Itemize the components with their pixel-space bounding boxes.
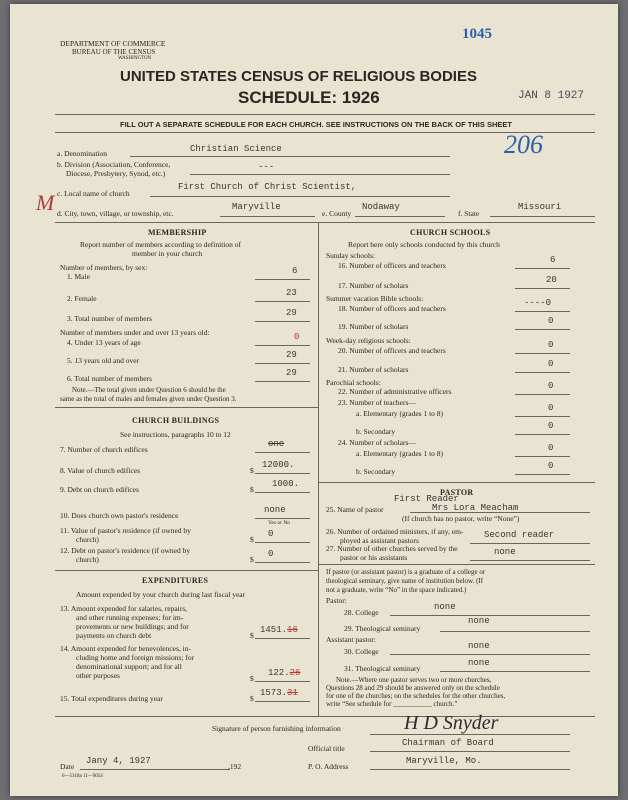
answer-line xyxy=(80,769,230,770)
q22-label: 22. Number of administrative officers xyxy=(338,387,452,396)
q18-label: 18. Number of officers and teachers xyxy=(338,304,446,313)
church-edifices-value: one xyxy=(268,439,285,449)
handwritten-code: 206 xyxy=(504,130,543,159)
q25-hint: (If church has no pastor, write “None”) xyxy=(402,514,520,523)
answer-line xyxy=(515,394,570,395)
answer-line xyxy=(515,311,570,312)
dollar-sign: $ xyxy=(250,535,254,544)
male-value: 6 xyxy=(292,266,298,276)
section-divider xyxy=(55,716,595,717)
city-label-field: d. City, town, village, or township, etc. xyxy=(57,209,174,218)
signature: H D Snyder xyxy=(404,712,499,734)
date-suffix: ,192 xyxy=(228,762,242,771)
answer-line xyxy=(515,353,570,354)
age-members-label: Number of members under and over 13 years old: xyxy=(60,328,210,337)
county-label: e. County xyxy=(322,209,352,218)
q31-value: none xyxy=(468,658,490,668)
dept-label: DEPARTMENT OF COMMERCE xyxy=(60,39,166,48)
members-by-sex-label: Number of members, by sex: xyxy=(60,263,148,272)
form-code: 6—5318a 11—9054 xyxy=(62,774,103,779)
local-name-label: c. Local name of church xyxy=(57,189,130,198)
q13-line-4: payments on church debt xyxy=(76,631,152,640)
answer-line xyxy=(440,631,590,632)
state-value: Missouri xyxy=(518,202,562,212)
over-13-value: 29 xyxy=(286,350,297,360)
q13-line-2: and other running expenses; for im- xyxy=(76,613,184,622)
q27-line-2: pastor or his assistants xyxy=(340,553,408,562)
q17-label: 17. Number of scholars xyxy=(338,281,409,290)
denomination-value: Christian Science xyxy=(190,144,282,154)
date-value: Jany 4, 1927 xyxy=(86,756,151,766)
answer-line xyxy=(515,434,570,435)
total-members-2-value: 29 xyxy=(286,368,297,378)
official-title-value: Chairman of Board xyxy=(402,738,494,748)
division-label-2: Diocese, Presbytery, Synod, etc.) xyxy=(66,169,166,178)
answer-line xyxy=(255,363,310,364)
answer-line xyxy=(255,473,310,474)
q24-label: 24. Number of scholars— xyxy=(338,438,416,447)
denomination-label: a. Denomination xyxy=(57,149,107,158)
owns-residence-label: 10. Does church own pastor's residence xyxy=(60,511,179,520)
q13-value: 1451.16 xyxy=(260,625,298,635)
form-title: UNITED STATES CENSUS OF RELIGIOUS BODIES xyxy=(120,68,477,85)
pastor-note-3: for one of the churches; on the schedules for the other churches, xyxy=(326,692,506,700)
assistant-pastor-sublabel: Assistant pastor: xyxy=(326,635,376,644)
q13-line-1: 13. Amount expended for salaries, repairs, xyxy=(60,604,188,613)
division-value: --- xyxy=(258,162,275,172)
edifice-value-label: 8. Value of church edifices xyxy=(60,466,141,475)
buildings-title: CHURCH BUILDINGS xyxy=(132,416,220,425)
q24b-value: 0 xyxy=(548,461,554,471)
schedule-number: 1045 xyxy=(462,26,492,42)
residence-debt-label-1: 12. Debt on pastor's residence (if owned by xyxy=(60,546,191,555)
summer-schools-label: Summer vacation Bible schools: xyxy=(326,294,424,303)
answer-line xyxy=(255,321,310,322)
divider xyxy=(55,114,595,115)
answer-line xyxy=(255,638,310,639)
state-label: f. State xyxy=(458,209,480,218)
q23a-value: 0 xyxy=(548,403,554,413)
q19-value: 0 xyxy=(548,316,554,326)
owns-residence-value: none xyxy=(264,505,286,515)
field-line xyxy=(490,216,595,217)
q29-value: none xyxy=(468,616,490,626)
pastor-intro-1: If pastor (or assistant pastor) is a graduate of a college or xyxy=(326,568,486,576)
dollar-sign: $ xyxy=(250,674,254,683)
q31-label: 31. Theological seminary xyxy=(344,664,421,673)
dollar-sign: $ xyxy=(250,466,254,475)
schools-subtitle: Report here only schools conducted by this church xyxy=(348,240,500,249)
q21-value: 0 xyxy=(548,359,554,369)
female-value: 23 xyxy=(286,288,297,298)
answer-line xyxy=(255,381,310,382)
official-title-label: Official title xyxy=(308,744,345,753)
answer-line xyxy=(255,518,310,519)
q23b-label: b. Secondary xyxy=(356,427,396,436)
field-line xyxy=(130,156,450,157)
answer-line xyxy=(515,416,570,417)
answer-line xyxy=(390,615,590,616)
pastor-intro-3: not a graduate, write “No” in the space indicated.) xyxy=(326,586,467,594)
residence-debt-value: 0 xyxy=(268,549,274,559)
answer-line xyxy=(255,492,310,493)
dollar-sign: $ xyxy=(250,485,254,494)
expenditures-subtitle: Amount expended by your church during last fiscal year xyxy=(76,590,246,599)
answer-line xyxy=(515,456,570,457)
q23a-label: a. Elementary (grades 1 to 8) xyxy=(356,409,444,418)
membership-intro-2: member in your church xyxy=(132,249,203,258)
dollar-sign: $ xyxy=(250,555,254,564)
q17-value: 20 xyxy=(546,275,557,285)
q21-label: 21. Number of scholars xyxy=(338,365,409,374)
q14-line-2: cluding home and foreign missions; for xyxy=(76,653,195,662)
q16-value: 6 xyxy=(550,255,556,265)
q18-value: ----0 xyxy=(524,298,552,308)
q24a-label: a. Elementary (grades 1 to 8) xyxy=(356,449,444,458)
q23b-value: 0 xyxy=(548,421,554,431)
answer-line xyxy=(255,279,310,280)
q29-label: 29. Theological seminary xyxy=(344,624,421,633)
answer-line xyxy=(515,474,570,475)
schools-title: CHURCH SCHOOLS xyxy=(410,228,491,237)
answer-line xyxy=(515,288,570,289)
q23-label: 23. Number of teachers— xyxy=(338,398,416,407)
city-value: Maryville xyxy=(232,202,281,212)
section-divider xyxy=(55,407,318,408)
q14-line-1: 14. Amount expended for benevolences, in- xyxy=(60,644,192,653)
residence-value: 0 xyxy=(268,529,274,539)
section-divider xyxy=(55,222,595,223)
total-members-2-label: 6. Total number of members xyxy=(67,374,152,383)
answer-line xyxy=(390,654,590,655)
q20-value: 0 xyxy=(548,340,554,350)
city-label: WASHINGTON xyxy=(118,56,152,61)
under-13-label: 4. Under 13 years of age xyxy=(67,338,141,347)
q27-line-1: 27. Number of other churches served by the xyxy=(326,544,458,553)
over-13-label: 5. 13 years old and over xyxy=(67,356,140,365)
column-divider xyxy=(318,222,319,716)
schedule-heading: SCHEDULE: 1926 xyxy=(238,88,380,107)
weekday-schools-label: Week-day religious schools: xyxy=(326,336,411,345)
q27-value: none xyxy=(494,547,516,557)
sunday-schools-label: Sunday schools: xyxy=(326,251,375,260)
q26-line-1: 26. Number of ordained ministers, if any, em- xyxy=(326,527,464,536)
q24b-label: b. Secondary xyxy=(356,467,396,476)
pastor-title: PASTOR xyxy=(440,488,474,497)
pastor-intro-2: theological seminary, give name of institution below. (If xyxy=(326,577,484,585)
residence-debt-label-2: church) xyxy=(76,555,99,564)
received-date-stamp: JAN 8 1927 xyxy=(518,90,585,102)
field-line xyxy=(190,174,450,175)
local-name-value: First Church of Christ Scientist, xyxy=(178,182,357,192)
answer-line xyxy=(370,769,570,770)
q24a-value: 0 xyxy=(548,443,554,453)
answer-line xyxy=(255,345,310,346)
membership-note-1: Note.—The total given under Question 6 should be the xyxy=(72,386,226,394)
residence-value-label-1: 11. Value of pastor's residence (if owned by xyxy=(60,526,191,535)
answer-line xyxy=(515,372,570,373)
census-schedule-sheet xyxy=(10,4,618,796)
answer-line xyxy=(440,671,590,672)
date-label: Date xyxy=(60,762,75,771)
expenditures-title: EXPENDITURES xyxy=(142,576,209,585)
field-line xyxy=(355,216,445,217)
q28-value: none xyxy=(434,602,456,612)
q14-line-4: other purposes xyxy=(76,671,120,680)
answer-line xyxy=(255,701,310,702)
edifice-value: 12000. xyxy=(262,460,295,470)
membership-title: MEMBERSHIP xyxy=(148,228,207,237)
dollar-sign: $ xyxy=(250,631,254,640)
signature-line xyxy=(370,734,570,735)
field-line xyxy=(220,216,315,217)
q14-line-3: denominational support; and for all xyxy=(76,662,182,671)
parochial-label: Parochial schools: xyxy=(326,378,381,387)
division-label-1: b. Division (Association, Conference, xyxy=(57,160,171,169)
field-line xyxy=(150,196,450,197)
total-members-label: 3. Total number of members xyxy=(67,314,152,323)
q30-value: none xyxy=(468,641,490,651)
section-divider xyxy=(318,482,595,483)
q19-label: 19. Number of scholars xyxy=(338,322,409,331)
q26-value: Second reader xyxy=(484,530,555,540)
answer-line xyxy=(410,512,590,513)
pastor-name-annotation: First Reader xyxy=(394,494,459,504)
answer-line xyxy=(470,560,590,561)
instruction-line: FILL OUT A SEPARATE SCHEDULE FOR EACH CHURCH. SEE INSTRUCTIONS ON THE BACK OF THIS SHEET xyxy=(120,120,512,129)
q26-line-2: ployed as assistant pastors xyxy=(340,536,419,545)
q25-label: 25. Name of pastor xyxy=(326,505,384,514)
membership-note-2: same as the total of males and females given under Question 3. xyxy=(60,395,237,403)
answer-line xyxy=(255,301,310,302)
section-divider xyxy=(318,564,595,565)
po-address-value: Maryville, Mo. xyxy=(406,756,482,766)
membership-intro-1: Report number of members according to definition of xyxy=(80,240,241,249)
margin-mark: M xyxy=(36,190,55,215)
female-label: 2. Female xyxy=(67,294,97,303)
edifice-debt-label: 9. Debt on church edifices xyxy=(60,485,139,494)
pastor-name-value: Mrs Lora Meacham xyxy=(432,503,519,513)
total-members-value: 29 xyxy=(286,308,297,318)
answer-line xyxy=(470,543,590,544)
q16-label: 16. Number of officers and teachers xyxy=(338,261,446,270)
county-value: Nodaway xyxy=(362,202,400,212)
q15-label: 15. Total expenditures during year xyxy=(60,694,163,703)
section-divider xyxy=(55,570,318,571)
bureau-label: BUREAU OF THE CENSUS xyxy=(72,48,156,56)
answer-line xyxy=(370,751,570,752)
q28-label: 28. College xyxy=(344,608,379,617)
po-address-label: P. O. Address xyxy=(308,762,349,771)
edifice-debt-value: 1000. xyxy=(272,479,300,489)
yes-no-hint: Yes or No xyxy=(268,520,291,526)
answer-line xyxy=(255,452,310,453)
buildings-subtitle: See instructions, paragraphs 10 to 12 xyxy=(120,430,231,439)
answer-line xyxy=(255,681,310,682)
q13-line-3: provements or new buildings; and for xyxy=(76,622,189,631)
signature-label: Signature of person furnishing information xyxy=(212,724,341,733)
residence-value-label-2: church) xyxy=(76,535,99,544)
church-edifices-label: 7. Number of church edifices xyxy=(60,445,148,454)
answer-line xyxy=(255,562,310,563)
q30-label: 30. College xyxy=(344,647,379,656)
pastor-sublabel: Pastor: xyxy=(326,596,347,605)
q15-value: 1573.31 xyxy=(260,688,298,698)
answer-line xyxy=(515,329,570,330)
q22-value: 0 xyxy=(548,381,554,391)
q14-value: 122.26 xyxy=(268,668,301,678)
male-label: 1. Male xyxy=(67,272,90,281)
pastor-note-1: Note.—Where one pastor serves two or more churches, xyxy=(336,676,492,684)
pastor-note-2: Questions 28 and 29 should be answered only on the schedule xyxy=(326,684,500,692)
dollar-sign: $ xyxy=(250,694,254,703)
answer-line xyxy=(515,268,570,269)
q20-label: 20. Number of officers and teachers xyxy=(338,346,446,355)
answer-line xyxy=(255,542,310,543)
pastor-note-4: write “See schedule for ___________ church.” xyxy=(326,700,458,708)
under-13-value: 0 xyxy=(294,332,300,342)
